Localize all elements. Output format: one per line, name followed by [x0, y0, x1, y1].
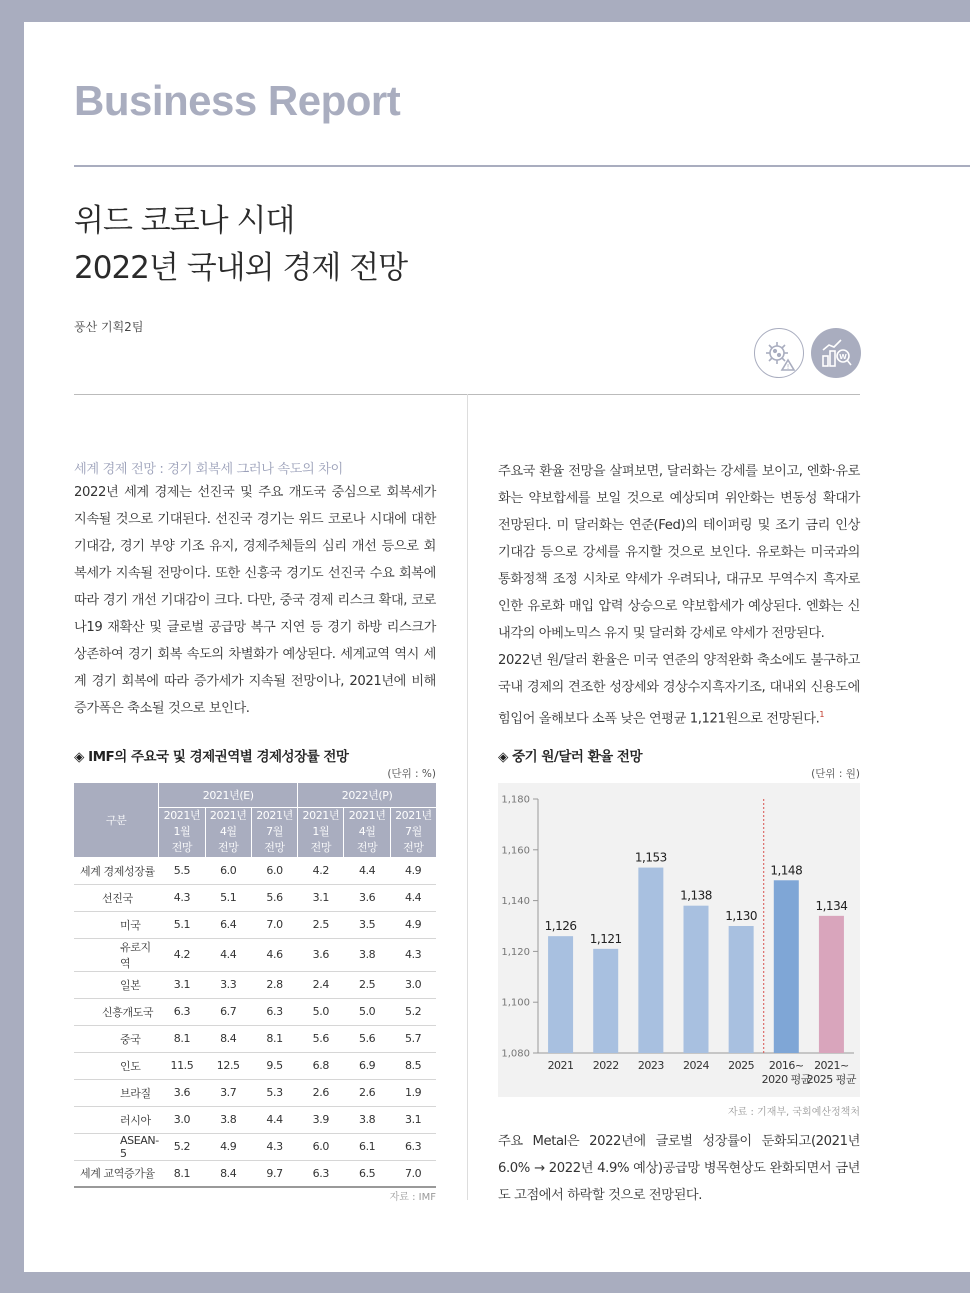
table-cell: 5.1 — [159, 911, 205, 938]
table-cell: 3.5 — [344, 911, 390, 938]
table-cell: 2.4 — [298, 971, 344, 998]
growth-table — [74, 783, 436, 1188]
table-cell: 3.6 — [298, 938, 344, 971]
subheader-line: 2021년 — [163, 809, 201, 822]
left-column — [74, 458, 436, 722]
table-cell: 1.9 — [390, 1079, 436, 1106]
table-cell: 3.7 — [205, 1079, 251, 1106]
right-column — [498, 458, 860, 732]
table-cell: 5.1 — [205, 884, 251, 911]
title-line-1: 위드 코로나 시대 — [74, 203, 295, 239]
y-tick-label: 1,120 — [501, 946, 530, 958]
table-subheader-cell — [159, 807, 205, 857]
x-tick-label: 2025 평균 — [806, 1073, 857, 1086]
table-cell: 4.3 — [390, 938, 436, 971]
table-cell: 3.9 — [298, 1106, 344, 1133]
column-divider — [467, 394, 468, 1200]
group-header-2021: 2021년(E) — [159, 783, 298, 807]
subheader-line: 전망 — [264, 841, 285, 854]
row-label: 세계 교역증가율 — [74, 1160, 159, 1187]
table-cell: 9.5 — [251, 1052, 297, 1079]
table-cell: 5.6 — [344, 1025, 390, 1052]
table-cell: 2.6 — [298, 1079, 344, 1106]
table-cell: 5.6 — [298, 1025, 344, 1052]
row-label: 러시아 — [74, 1106, 159, 1133]
bar — [548, 936, 573, 1053]
subheader-line: 7월 — [404, 825, 422, 838]
subheader-line: 2021년 — [302, 809, 340, 822]
y-tick-label: 1,140 — [501, 896, 530, 908]
right-paragraph-1: 주요국 환율 전망을 살펴보면, 달러화는 강세를 보이고, 엔화·유로화는 약보합세를 보일 것으로 예상되며 위안화는 변동성 확대가 전망된다. 미 달러화는 연준(Fed)의 테이퍼링 및 조기 금리 인상 기대감 등으로 강세를 유지할 것으로 보인다. 유로화는 미국과의 통화정책 조정 시차로 약세가 우려되나, 대규모 무역수지 흑자로 인한 유로화 매입 압력 상승으로 약보합세가 예상된다. 엔화는 신내각의 아베노믹스 유지 및 달러화 강세로 약세가 전망된다. — [498, 464, 860, 641]
y-tick-label: 1,080 — [501, 1048, 530, 1060]
table-row — [74, 1079, 436, 1106]
bar-value-label: 1,130 — [725, 909, 758, 923]
right-paragraph-2 — [498, 647, 860, 732]
table-cell: 8.4 — [205, 1160, 251, 1187]
table-subheader-cell — [344, 807, 390, 857]
brand-divider — [74, 165, 970, 167]
table-cell: 6.3 — [298, 1160, 344, 1187]
table-cell: 6.0 — [205, 857, 251, 884]
table-corner: 구분 — [74, 783, 159, 857]
table-row — [74, 884, 436, 911]
table-cell: 11.5 — [159, 1052, 205, 1079]
table-cell: 4.4 — [344, 857, 390, 884]
footnote-marker[interactable]: 1 — [819, 710, 825, 719]
row-label: 브라질 — [74, 1079, 159, 1106]
subheader-line: 2021년 — [256, 809, 293, 822]
x-tick-label: 2021 — [547, 1059, 574, 1072]
table-cell: 3.1 — [298, 884, 344, 911]
row-label: ASEAN-5 — [74, 1133, 159, 1160]
table-cell: 4.2 — [298, 857, 344, 884]
table-row — [74, 1160, 436, 1187]
table-cell: 3.1 — [390, 1106, 436, 1133]
x-tick-label: 2020 평균 — [761, 1073, 811, 1086]
table-cell: 2.8 — [251, 971, 297, 998]
right-paragraph-2-text: 2022년 원/달러 환율은 미국 연준의 양적완화 축소에도 불구하고 국내 경제의 견조한 성장세와 경상수지흑자기조, 대내외 신용도에 힘입어 올해보다 소폭 낮은 연평균 1,121원으로 전망된다. — [498, 653, 860, 727]
table-subheader-cell — [251, 807, 297, 857]
table-row — [74, 971, 436, 998]
table-row — [74, 911, 436, 938]
table-cell: 6.5 — [344, 1160, 390, 1187]
page — [24, 22, 970, 1272]
subheader-line: 전망 — [171, 841, 193, 854]
table-cell: 6.3 — [390, 1133, 436, 1160]
table-cell: 8.4 — [205, 1025, 251, 1052]
table-cell: 7.0 — [390, 1160, 436, 1187]
chart-magnifier-icon — [811, 328, 861, 378]
bar — [638, 868, 663, 1053]
chart-title: ◈ 중기 원/달러 환율 전망 — [498, 749, 642, 765]
table-cell: 3.0 — [390, 971, 436, 998]
x-tick-label: 2021~ — [814, 1059, 849, 1072]
table-row — [74, 1052, 436, 1079]
title-line-2: 2022년 국내외 경제 전망 — [74, 250, 408, 286]
table-source: 자료 : IMF — [389, 1192, 436, 1203]
table-subheader-cell — [205, 807, 251, 857]
table-cell: 4.3 — [251, 1133, 297, 1160]
table-cell: 2.6 — [344, 1079, 390, 1106]
metal-paragraph: 주요 Metal은 2022년에 글로벌 성장률이 둔화되고(2021년 6.0% → 2022년 4.9% 예상)공급망 병목현상도 완화되면서 금년도 고점에서 하락할 것으로 전망된다. — [498, 1134, 860, 1203]
table-cell: 5.2 — [390, 998, 436, 1025]
y-tick-label: 1,160 — [501, 845, 530, 857]
table-row — [74, 1025, 436, 1052]
table-cell: 3.0 — [159, 1106, 205, 1133]
table-cell: 2.5 — [298, 911, 344, 938]
group-header-2022: 2022년(P) — [298, 783, 436, 807]
table-cell: 6.1 — [344, 1133, 390, 1160]
table-cell: 6.9 — [344, 1052, 390, 1079]
table-cell: 3.6 — [344, 884, 390, 911]
table-cell: 6.0 — [251, 857, 297, 884]
subheader-line: 4월 — [358, 825, 376, 838]
table-cell: 6.3 — [159, 998, 205, 1025]
table-header-row — [74, 783, 436, 807]
brand-title: Business Report — [74, 77, 401, 124]
exchange-rate-chart — [498, 783, 860, 1097]
table-cell: 6.7 — [205, 998, 251, 1025]
table-cell: 7.0 — [251, 911, 297, 938]
x-tick-label: 2023 — [637, 1059, 664, 1072]
table-cell: 4.4 — [205, 938, 251, 971]
subheader-line: 1월 — [312, 825, 330, 838]
table-cell: 3.3 — [205, 971, 251, 998]
row-label: 세계 경제성장률 — [74, 857, 159, 884]
row-label: 인도 — [74, 1052, 159, 1079]
table-cell: 6.4 — [205, 911, 251, 938]
table-cell: 5.0 — [344, 998, 390, 1025]
subheader-line: 전망 — [356, 841, 378, 854]
subheader-line: 4월 — [219, 825, 237, 838]
section-subhead: 세계 경제 전망 : 경기 회복세 그러나 속도의 차이 — [74, 462, 343, 477]
subheader-line: 전망 — [310, 841, 332, 854]
subheader-line: 2021년 — [348, 809, 386, 822]
table-cell: 5.7 — [390, 1025, 436, 1052]
table-cell: 4.9 — [390, 911, 436, 938]
table-cell: 8.1 — [159, 1025, 205, 1052]
row-label: 미국 — [74, 911, 159, 938]
svg-text:W: W — [839, 353, 847, 361]
row-label: 선진국 — [74, 884, 159, 911]
bar — [774, 880, 799, 1053]
table-cell: 3.6 — [159, 1079, 205, 1106]
table-cell: 4.3 — [159, 884, 205, 911]
table-cell: 4.9 — [205, 1133, 251, 1160]
x-tick-label: 2022 — [592, 1059, 619, 1072]
svg-text:!: ! — [786, 363, 790, 371]
table-cell: 2.5 — [344, 971, 390, 998]
table-subheader-cell — [390, 807, 436, 857]
chart-unit: (단위 : 원) — [811, 768, 860, 780]
table-cell: 8.1 — [251, 1025, 297, 1052]
table-cell: 4.2 — [159, 938, 205, 971]
table-cell: 5.6 — [251, 884, 297, 911]
table-cell: 5.5 — [159, 857, 205, 884]
bar-value-label: 1,126 — [544, 919, 577, 934]
table-body — [74, 857, 436, 1187]
table-cell: 9.7 — [251, 1160, 297, 1187]
table-cell: 4.4 — [390, 884, 436, 911]
y-tick-label: 1,180 — [501, 794, 530, 806]
table-cell: 4.9 — [390, 857, 436, 884]
table-row — [74, 938, 436, 971]
table-cell: 4.6 — [251, 938, 297, 971]
table-cell: 6.3 — [251, 998, 297, 1025]
table-cell: 8.1 — [159, 1160, 205, 1187]
table-cell: 5.0 — [298, 998, 344, 1025]
table-title: ◈ IMF의 주요국 및 경제권역별 경제성장률 전망 — [74, 749, 349, 765]
bar-value-label: 1,148 — [770, 863, 803, 878]
row-label: 유로지역 — [74, 938, 159, 971]
chart-source: 자료 : 기재부, 국회예산정책처 — [727, 1107, 860, 1118]
table-cell: 5.2 — [159, 1133, 205, 1160]
table-row — [74, 998, 436, 1025]
table-row — [74, 1106, 436, 1133]
bar-value-label: 1,153 — [634, 850, 667, 865]
table-row — [74, 1133, 436, 1160]
bar-value-label: 1,121 — [589, 931, 622, 946]
bar-value-label: 1,134 — [815, 898, 848, 913]
table-cell: 4.4 — [251, 1106, 297, 1133]
y-tick-label: 1,100 — [501, 997, 530, 1009]
article-title — [74, 198, 407, 292]
subheader-line: 전망 — [403, 841, 424, 854]
bar — [684, 906, 709, 1053]
subheader-line: 7월 — [266, 825, 283, 838]
table-cell: 3.8 — [344, 938, 390, 971]
table-cell: 8.5 — [390, 1052, 436, 1079]
bar — [819, 916, 844, 1053]
subheader-line: 2021년 — [395, 809, 432, 822]
row-label: 일본 — [74, 971, 159, 998]
table-cell: 12.5 — [205, 1052, 251, 1079]
left-paragraph: 2022년 세계 경제는 선진국 및 주요 개도국 중심으로 회복세가 지속될 것으로 기대된다. 선진국 경기는 위드 코로나 시대에 대한 기대감, 경기 부양 기조 유지, 경제주체들의 심리 개선 등으로 회복세가 지속될 전망이다. 또한 신흥국 경기도 선진국 수요 회복에 따라 경기 개선 기대감이 크다. 다만, 중국 경제 리스크 확대, 코로나19 재확산 및 글로벌 공급망 복구 지연 등 경기 하방 리스크가 상존하여 경기 회복 속도의 차별화가 예상된다. 세계교역 역시 세계 경기 회복에 따라 증가세가 지속될 전망이나, 2021년에 비해 증가폭은 축소될 것으로 보인다. — [74, 485, 436, 716]
table-subheader-cell — [298, 807, 344, 857]
subheader-line: 전망 — [218, 841, 239, 854]
x-tick-label: 2025 — [728, 1059, 755, 1072]
chart-svg — [498, 783, 860, 1097]
author: 풍산 기획2팀 — [74, 320, 144, 334]
table-cell: 3.8 — [205, 1106, 251, 1133]
virus-icon — [754, 328, 804, 378]
table-row — [74, 857, 436, 884]
table-unit: (단위 : %) — [387, 768, 436, 780]
bar — [593, 949, 618, 1053]
row-label: 중국 — [74, 1025, 159, 1052]
table-cell: 3.8 — [344, 1106, 390, 1133]
row-label: 신흥개도국 — [74, 998, 159, 1025]
bar-value-label: 1,138 — [680, 888, 712, 903]
subheader-line: 2021년 — [209, 809, 247, 822]
table-cell: 5.3 — [251, 1079, 297, 1106]
x-tick-label: 2016~ — [768, 1059, 804, 1072]
bar — [729, 926, 754, 1053]
x-tick-label: 2024 — [683, 1059, 709, 1072]
subheader-line: 1월 — [173, 825, 191, 838]
table-cell: 6.0 — [298, 1133, 344, 1160]
table-cell: 6.8 — [298, 1052, 344, 1079]
table-cell: 3.1 — [159, 971, 205, 998]
